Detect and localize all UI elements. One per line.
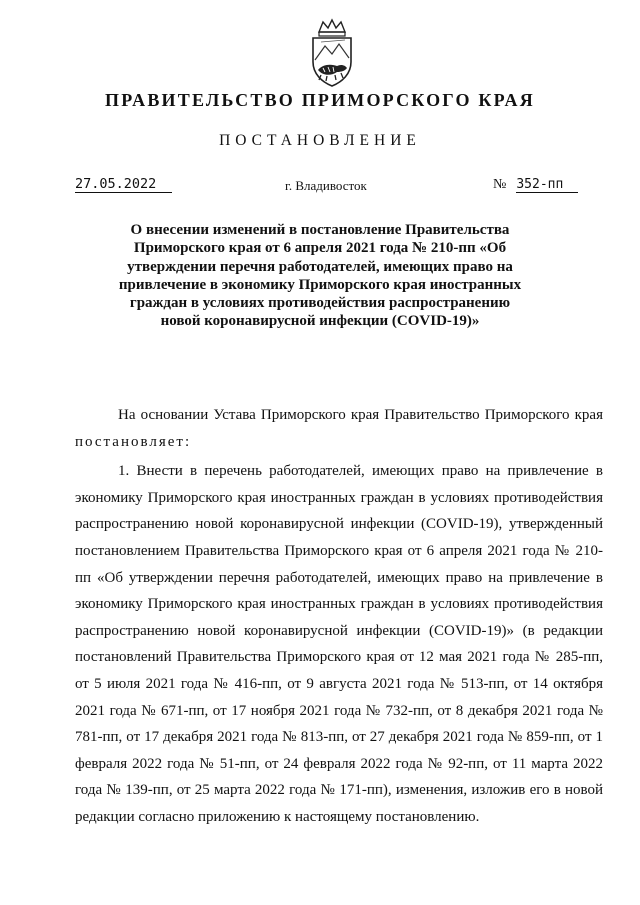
preamble-text: На основании Устава Приморского края Правительство Приморского края	[118, 407, 603, 423]
decree-subject: О внесении изменений в постановление Правительства Приморского края от 6 апреля 2021 года № 210-пп «Об утверждении перечня работодателей, имеющих право на привлечение в экономику Приморского края иностранных граждан в условиях противодействия распространению новой коронавирусной инфекции (COVID-19)»	[118, 222, 522, 330]
decree-number	[493, 177, 578, 193]
preamble-paragraph	[75, 402, 603, 455]
preamble-verb: постановляет:	[75, 433, 192, 450]
decree-type-heading: ПОСТАНОВЛЕНИЕ	[219, 132, 421, 149]
primorsky-coat-of-arms-icon	[301, 18, 363, 90]
decree-city: г. Владивосток	[285, 178, 367, 193]
decree-date	[75, 176, 172, 193]
government-title: ПРАВИТЕЛЬСТВО ПРИМОРСКОГО КРАЯ	[105, 90, 535, 110]
item-1-paragraph: 1. Внести в перечень работодателей, имеющих право на привлечение в экономику Приморского края иностранных граждан в условиях противодействия распространению новой коронавирусной инфекции (COVID-19), утвержденный постановлением Правительства Приморского края от 6 апреля 2021 года № 210-пп «Об утверждении перечня работодателей, имеющих право на привлечение в экономику Приморского края иностранных граждан в условиях противодействия распространению новой коронавирусной инфекции (COVID-19)» (в редакции постановлений Правительства Приморского края от 12 мая 2021 года № 285-пп, от 5 июля 2021 года № 416-пп, от 9 августа 2021 года № 513-пп, от 14 октября 2021 года № 671-пп, от 17 ноября 2021 года № 732-пп, от 8 декабря 2021 года № 781-пп, от 17 декабря 2021 года № 813-пп, от 27 декабря 2021 года № 859-пп, от 1 февраля 2022 года № 51-пп, от 24 февраля 2022 года № 92-пп, от 11 марта 2022 года № 139-пп, от 25 марта 2022 года № 171-пп), изменения, изложив его в новой редакции согласно приложению к настоящему постановлению.	[75, 463, 603, 825]
decree-number-value: 352-пп	[516, 177, 578, 193]
decree-number-label: №	[493, 177, 507, 192]
decree-date-value: 27.05.2022	[75, 176, 172, 193]
decree-body	[75, 402, 603, 831]
